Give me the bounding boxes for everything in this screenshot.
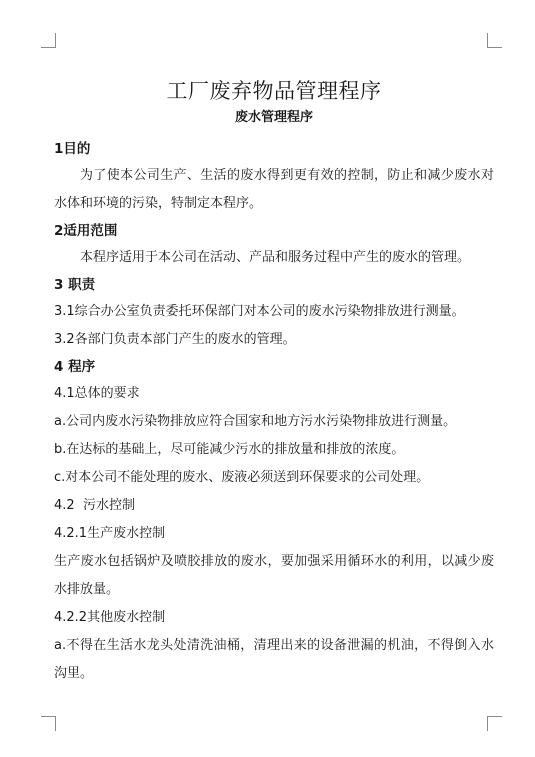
section-heading-purpose: 1目的 — [54, 141, 91, 157]
section-heading-responsibilities: 3 职责 — [54, 277, 96, 293]
crop-mark-top-right — [487, 33, 502, 48]
document-body — [54, 76, 494, 688]
document-title: 工厂废弃物品管理程序 — [166, 79, 382, 103]
paragraph-4-2-1: 4.2.1生产废水控制 — [54, 526, 166, 541]
paragraph-3-1: 3.1综合办公室负责委托环保部门对本公司的废水污染物排放进行测量。 — [54, 304, 465, 319]
paragraph-4-2: 4.2 污水控制 — [54, 498, 135, 513]
paragraph-purpose: 为了使本公司生产、生活的废水得到更有效的控制，防止和减少废水对水体和环境的污染，特制定本程序。 — [54, 168, 494, 211]
paragraph-4-2-1-text: 生产废水包括锅炉及喷胶排放的废水，要加强采用循环水的利用，以减少废水排放量。 — [54, 554, 494, 597]
list-item-4-1-c: c.对本公司不能处理的废水、废液必须送到环保要求的公司处理。 — [54, 470, 430, 485]
crop-mark-bottom-right — [487, 716, 502, 731]
paragraph-4-2-2: 4.2.2其他废水控制 — [54, 610, 166, 625]
paragraph-scope: 本程序适用于本公司在活动、产品和服务过程中产生的废水的管理。 — [80, 250, 471, 265]
list-item-4-2-2-a: a.不得在生活水龙头处清洗油桶，清理出来的设备泄漏的机油，不得倒入水沟里。 — [54, 638, 494, 681]
section-heading-scope: 2适用范围 — [54, 223, 118, 239]
paragraph-3-2: 3.2各部门负责本部门产生的废水的管理。 — [54, 332, 296, 347]
crop-mark-bottom-left — [41, 716, 56, 731]
paragraph-4-1: 4.1总体的要求 — [54, 386, 140, 401]
list-item-4-1-b: b.在达标的基础上，尽可能减少污水的排放量和排放的浓度。 — [54, 442, 405, 457]
section-heading-procedure: 4 程序 — [54, 359, 96, 375]
list-item-4-1-a: a.公司内废水污染物排放应符合国家和地方污水污染物排放进行测量。 — [54, 414, 457, 429]
document-subtitle: 废水管理程序 — [234, 110, 313, 125]
crop-mark-top-left — [41, 33, 56, 48]
